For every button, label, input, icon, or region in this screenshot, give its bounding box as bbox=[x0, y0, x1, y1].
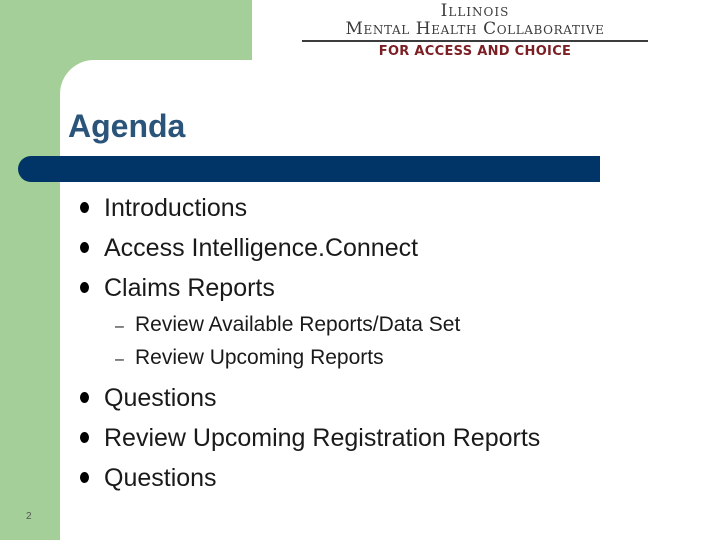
agenda-item-label: Access Intelligence.Connect bbox=[104, 234, 419, 262]
bullet-icon bbox=[80, 242, 89, 253]
bullet-icon bbox=[80, 432, 89, 443]
agenda-item-label: Questions bbox=[104, 464, 217, 492]
bullet-icon bbox=[80, 472, 89, 483]
agenda-subitem bbox=[115, 342, 384, 374]
agenda-item-label: Questions bbox=[104, 384, 217, 412]
agenda-item bbox=[80, 228, 418, 268]
bullet-icon bbox=[80, 392, 89, 403]
logo-rule bbox=[302, 40, 648, 42]
agenda-item-label: Introductions bbox=[104, 194, 248, 222]
logo-line1: Illinois bbox=[440, 1, 510, 21]
agenda-subitem bbox=[115, 309, 460, 341]
agenda-item bbox=[80, 418, 540, 458]
slide-title: Agenda bbox=[68, 108, 186, 144]
bullet-icon bbox=[80, 202, 89, 213]
dash-icon: – bbox=[115, 318, 124, 335]
agenda-item bbox=[80, 268, 275, 308]
dash-icon: – bbox=[115, 351, 124, 368]
logo-line2: Mental Health Collaborative bbox=[345, 19, 605, 39]
agenda-item bbox=[80, 188, 247, 228]
agenda-subitem-label: Review Upcoming Reports bbox=[135, 346, 384, 369]
slide-number: 2 bbox=[26, 511, 32, 522]
logo-tagline: FOR ACCESS AND CHOICE bbox=[378, 44, 572, 59]
logo bbox=[300, 0, 650, 62]
agenda-item bbox=[80, 458, 217, 498]
agenda-item-label: Claims Reports bbox=[104, 274, 275, 302]
agenda-subitem-label: Review Available Reports/Data Set bbox=[135, 313, 461, 336]
bullet-icon bbox=[80, 282, 89, 293]
title-bar bbox=[18, 156, 600, 182]
agenda-item-label: Review Upcoming Registration Reports bbox=[104, 424, 541, 452]
agenda-item bbox=[80, 378, 217, 418]
